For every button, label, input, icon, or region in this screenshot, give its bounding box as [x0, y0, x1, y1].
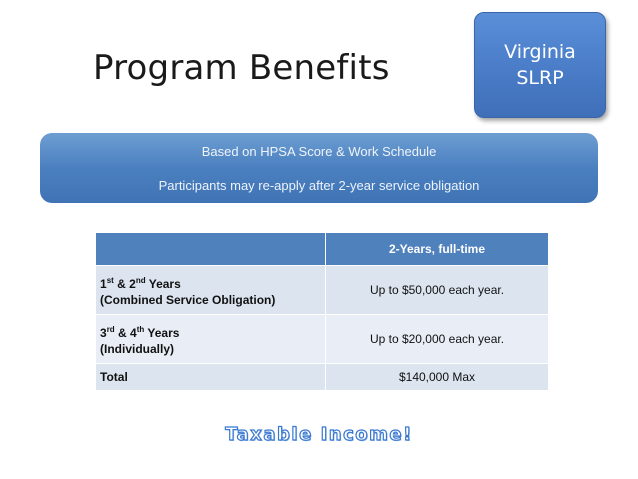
years-text: Years [145, 276, 181, 291]
total-label: Total [96, 364, 326, 391]
badge-line-1: Virginia [504, 41, 576, 63]
badge-line-2: SLRP [516, 67, 564, 89]
ordinal-text: 1 [100, 276, 107, 291]
slide-title: Program Benefits [93, 48, 390, 88]
row-amount: Up to $50,000 each year. [326, 266, 549, 315]
ordinal-suffix: st [106, 275, 114, 285]
total-amount: $140,000 Max [326, 364, 549, 391]
row-sublabel: (Combined Service Obligation) [100, 292, 276, 307]
row-label [96, 315, 326, 364]
info-banner [40, 133, 598, 203]
row-sublabel: (Individually) [100, 341, 175, 356]
years-text: Years [144, 325, 180, 340]
header-cell-empty [96, 233, 326, 266]
ordinal-text: 3 [100, 325, 107, 340]
table-row-total [96, 364, 549, 391]
ordinal-suffix: nd [135, 275, 146, 285]
table-header-row [96, 233, 549, 266]
banner-line-2: Participants may re-apply after 2-year service obligation [158, 178, 480, 193]
ordinal-text: & 2 [113, 276, 136, 291]
banner-line-1: Based on HPSA Score & Work Schedule [201, 144, 437, 159]
taxable-income-note: Taxable Income! [225, 424, 413, 445]
header-cell-term: 2-Years, full-time [326, 233, 549, 266]
table-row [96, 315, 549, 364]
ordinal-text: & 4 [114, 325, 137, 340]
virginia-slrp-badge [474, 12, 606, 118]
benefits-table [95, 232, 549, 391]
row-amount: Up to $20,000 each year. [326, 315, 549, 364]
table-row [96, 266, 549, 315]
ordinal-suffix: rd [106, 324, 115, 334]
row-label [96, 266, 326, 315]
ordinal-suffix: th [136, 324, 145, 334]
